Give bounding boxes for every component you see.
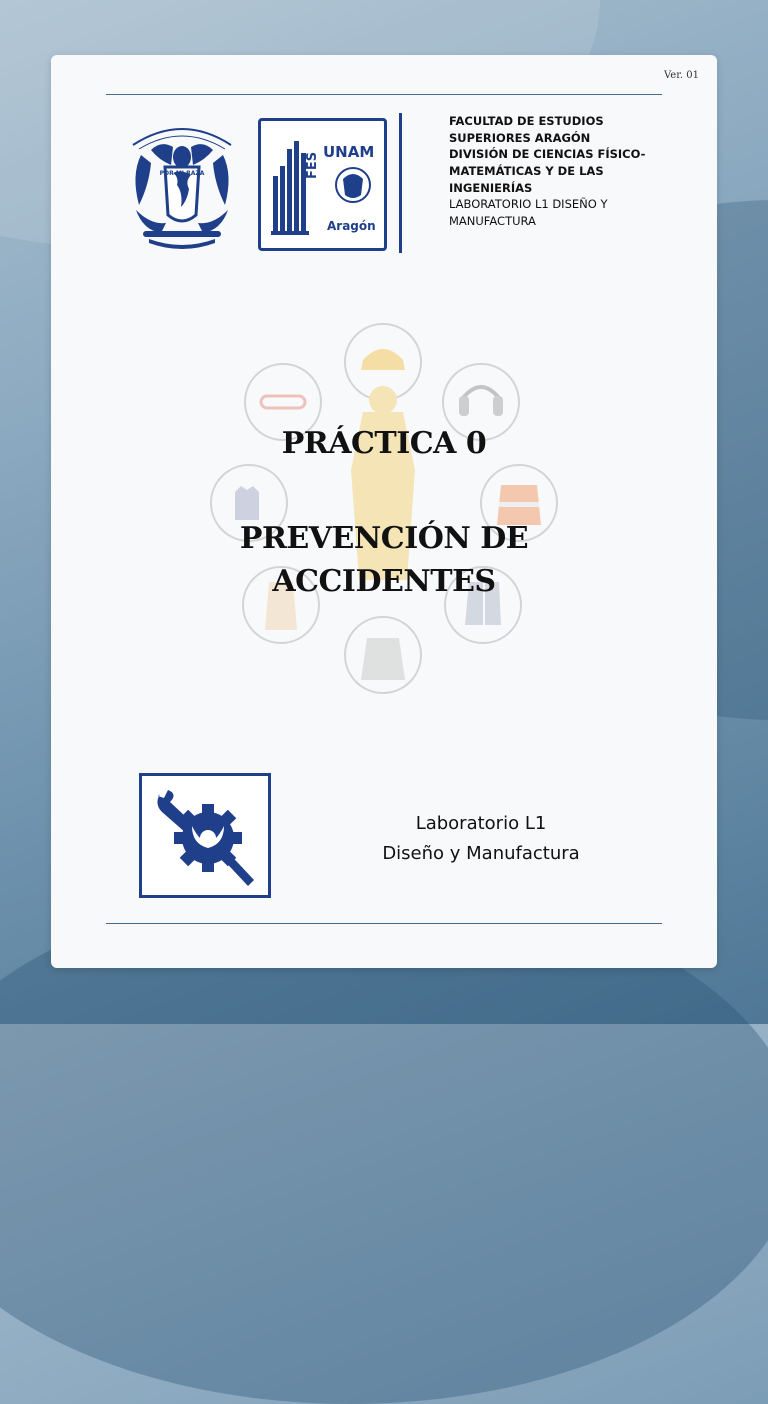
header-line: MATEMÁTICAS Y DE LAS: [449, 164, 604, 179]
practice-title-line: ACCIDENTES: [272, 564, 496, 599]
unam-seal-icon: [121, 115, 243, 251]
svg-text:POR MI RAZA: POR MI RAZA: [159, 170, 205, 177]
bottom-divider: [106, 923, 662, 924]
lab-name-line: Diseño y Manufactura: [382, 843, 580, 864]
header-line: INGENIERÍAS: [449, 180, 533, 195]
version-label: Ver. 01: [664, 70, 699, 81]
practice-title-line: PREVENCIÓN DE: [239, 521, 529, 556]
header-line: LABORATORIO L1 DISEÑO Y: [449, 197, 608, 212]
lab-name-line: Laboratorio L1: [415, 813, 547, 834]
document-page: [51, 55, 717, 968]
header-line: SUPERIORES ARAGÓN: [449, 130, 591, 145]
header-line: MANUFACTURA: [449, 214, 536, 229]
fes-unam-label: UNAM: [323, 143, 375, 161]
fes-aragon-label: Aragón: [327, 219, 376, 233]
lab-logo: [139, 773, 271, 898]
wrench-gear-icon: [142, 776, 268, 895]
practice-number: PRÁCTICA 0: [281, 426, 487, 461]
header-line: FACULTAD DE ESTUDIOS: [449, 114, 604, 128]
institution-header: [449, 113, 699, 230]
ppe-illustration: [201, 320, 571, 700]
header-vertical-divider: [399, 113, 402, 253]
header-line: DIVISIÓN DE CIENCIAS FÍSICO-: [449, 147, 646, 162]
fes-aragon-logo: [258, 118, 387, 251]
top-divider: [106, 94, 662, 95]
fes-label: FES: [305, 151, 320, 179]
lab-name: [351, 809, 611, 869]
